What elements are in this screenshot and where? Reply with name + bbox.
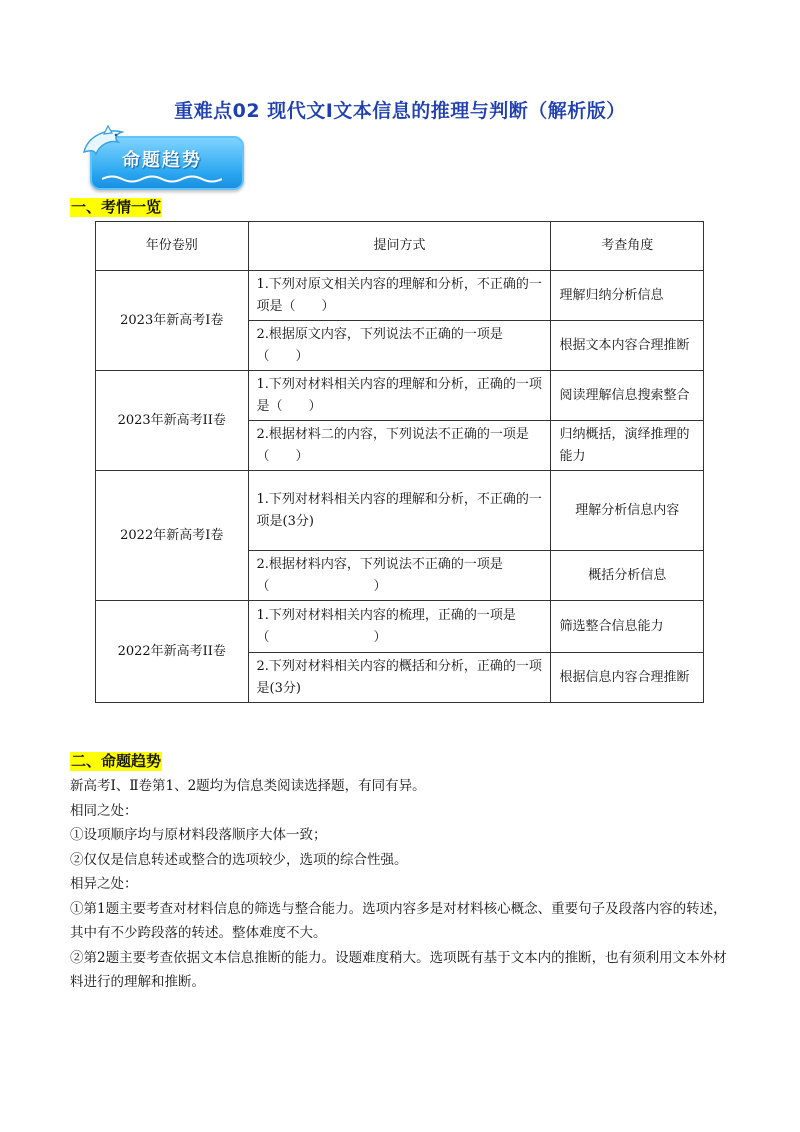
question-cell: 2.根据材料二的内容，下列说法不正确的一项是（ ） bbox=[248, 421, 551, 471]
trend-body bbox=[70, 774, 735, 995]
banner bbox=[78, 122, 248, 192]
question-cell: 1.下列对材料相关内容的理解和分析，正确的一项是（ ） bbox=[248, 371, 551, 421]
paragraph: ②第2题主要考查依据文本信息推断的能力。设题难度稍大。选项既有基于文本内的推断，也有须利用文本外材料进行的理解和推断。 bbox=[70, 949, 727, 990]
paragraph: ①第1题主要考查对材料信息的筛选与整合能力。选项内容多是对材料核心概念、重要句子及段落内容的转述，其中有不少跨段落的转述。整体难度不大。 bbox=[70, 900, 727, 941]
question-cell: 2.根据原文内容，下列说法不正确的一项是（ ） bbox=[248, 321, 551, 371]
table-row bbox=[96, 601, 704, 653]
angle-cell: 根据文本内容合理推断 bbox=[551, 321, 704, 371]
banner-label: 命题趋势 bbox=[122, 150, 202, 171]
wave-decoration bbox=[102, 174, 222, 184]
table-header-row bbox=[96, 222, 704, 271]
angle-cell: 归纳概括，演绎推理的能力 bbox=[551, 421, 704, 471]
angle-cell: 理解分析信息内容 bbox=[551, 471, 704, 551]
paragraph: 相同之处： bbox=[70, 802, 138, 819]
question-cell: 2.下列对材料相关内容的概括和分析，正确的一项是(3分) bbox=[248, 653, 551, 703]
table-row bbox=[96, 271, 704, 321]
paragraph: 相异之处： bbox=[70, 876, 138, 892]
section-heading-2: 二、命题趋势 bbox=[71, 752, 162, 770]
question-cell: 2.根据材料内容，下列说法不正确的一项是（ ） bbox=[248, 551, 551, 601]
paragraph: ②仅仅是信息转述或整合的选项较少，选项的综合性强。 bbox=[70, 851, 408, 868]
table-header-cell: 年份卷别 bbox=[96, 222, 249, 271]
angle-cell: 理解归纳分析信息 bbox=[551, 271, 704, 321]
year-cell: 2023年新高考I卷 bbox=[96, 271, 249, 371]
section-heading-1: 一、考情一览 bbox=[71, 198, 162, 216]
angle-cell: 概括分析信息 bbox=[551, 551, 704, 601]
angle-cell: 筛选整合信息能力 bbox=[551, 601, 704, 653]
table-row bbox=[96, 471, 704, 551]
table-header-cell: 考查角度 bbox=[551, 222, 704, 271]
question-cell: 1.下列对材料相关内容的梳理，正确的一项是（ ） bbox=[248, 601, 551, 653]
angle-cell: 阅读理解信息搜索整合 bbox=[551, 371, 704, 421]
paragraph: 新高考Ⅰ、Ⅱ卷第1、2题均为信息类阅读选择题，有同有异。 bbox=[70, 778, 426, 794]
year-cell: 2022年新高考II卷 bbox=[96, 601, 249, 703]
angle-cell: 根据信息内容合理推断 bbox=[551, 653, 704, 703]
year-cell: 2023年新高考II卷 bbox=[96, 371, 249, 471]
table-row bbox=[96, 371, 704, 421]
page-title: 重难点02 现代文I文本信息的推理与判断（解析版） bbox=[174, 100, 626, 122]
question-cell: 1.下列对原文相关内容的理解和分析，不正确的一项是（ ） bbox=[248, 271, 551, 321]
table-header-cell: 提问方式 bbox=[248, 222, 551, 271]
year-cell: 2022年新高考I卷 bbox=[96, 471, 249, 601]
question-cell: 1.下列对材料相关内容的理解和分析，不正确的一项是(3分) bbox=[248, 471, 551, 551]
paragraph: ①设项顺序均与原材料段落顺序大体一致； bbox=[70, 827, 327, 843]
exam-info-table bbox=[95, 221, 704, 703]
